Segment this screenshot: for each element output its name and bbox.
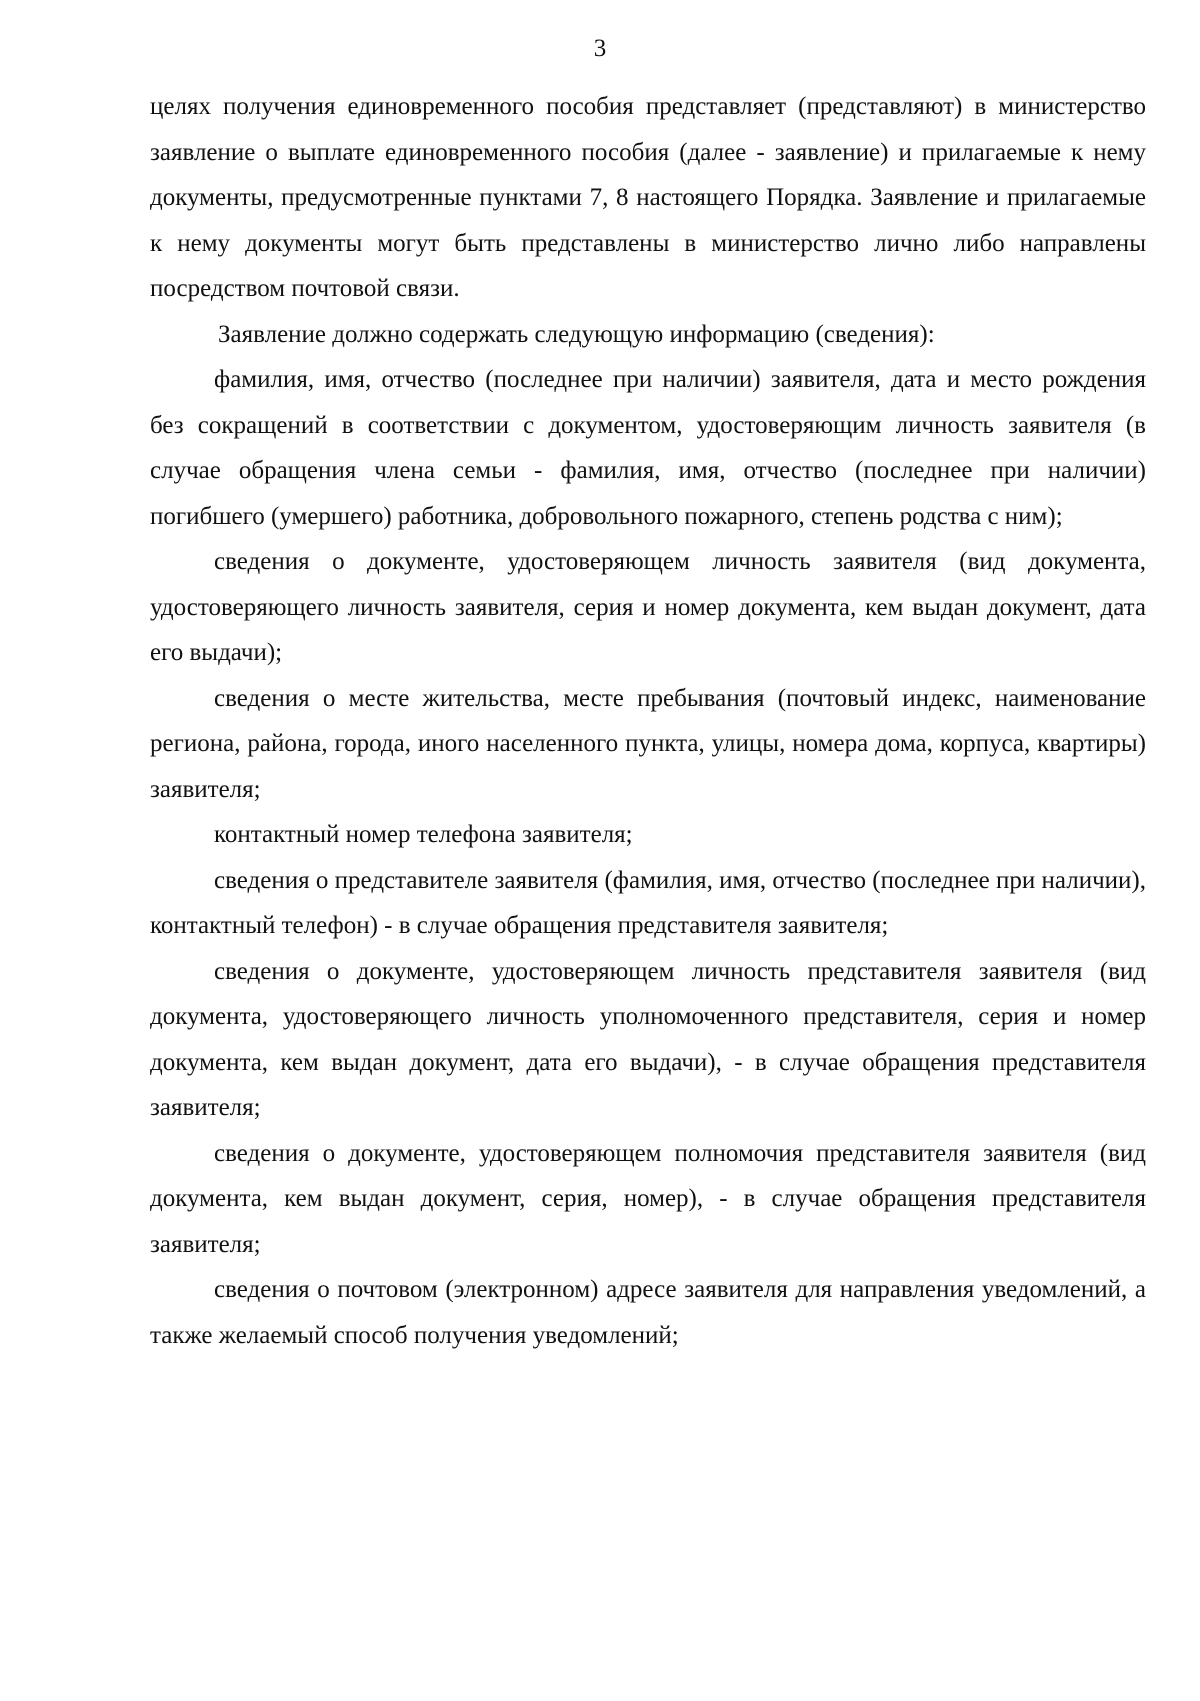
paragraph-intro: Заявление должно содержать следующую информацию (сведения):	[218, 320, 935, 348]
paragraph-item-id-document: сведения о документе, удостоверяющем личность заявителя (вид документа, удостоверяющего личность заявителя, серия и номер документа, кем выдан документ, дата его выдачи);	[150, 548, 1146, 666]
paragraph-item-representative-authority: сведения о документе, удостоверяющем полномочия представителя заявителя (вид документа, кем выдан документ, серия, номер), - в случае обращения представителя заявителя;	[150, 1139, 1146, 1258]
paragraph-item-residence: сведения о месте жительства, месте пребывания (почтовый индекс, наименование региона, района, города, иного населенного пункта, улицы, номера дома, корпуса, квартиры) заявителя;	[150, 684, 1146, 803]
paragraph-continuation: целях получения единовременного пособия представляет (представляют) в министерство заявление о выплате единовременного пособия (далее - заявление) и прилагаемые к нему документы, предусмотренные пунктами 7, 8 настоящего Порядка. Заявление и прилагаемые к нему документы могут быть представлены в министерство лично либо направлены посредством почтовой связи.	[150, 93, 1146, 302]
paragraph-item-phone: контактный номер телефона заявителя;	[214, 821, 633, 848]
paragraph-item-representative: сведения о представителе заявителя (фамилия, имя, отчество (последнее при наличии), контактный телефон) - в случае обращения представителя заявителя;	[150, 866, 1146, 939]
page-number: 3	[593, 35, 607, 62]
paragraph-item-address: сведения о почтовом (электронном) адресе заявителя для направления уведомлений, а также желаемый способ получения уведомлений;	[150, 1276, 1146, 1349]
paragraph-item-representative-id: сведения о документе, удостоверяющем личность представителя заявителя (вид документа, удостоверяющего личность уполномоченного представителя, серия и номер документа, кем выдан документ, дата его выдачи), - в случае обращения представителя заявителя;	[150, 957, 1146, 1121]
paragraph-item-name: фамилия, имя, отчество (последнее при наличии) заявителя, дата и место рождения без сокращений в соответствии с документом, удостоверяющим личность заявителя (в случае обращения члена семьи - фамилия, имя, отчество (последнее при наличии) погибшего (умершего) работника, добровольного пожарного, степень родства с ним);	[150, 366, 1146, 530]
document-body	[150, 84, 1146, 1358]
